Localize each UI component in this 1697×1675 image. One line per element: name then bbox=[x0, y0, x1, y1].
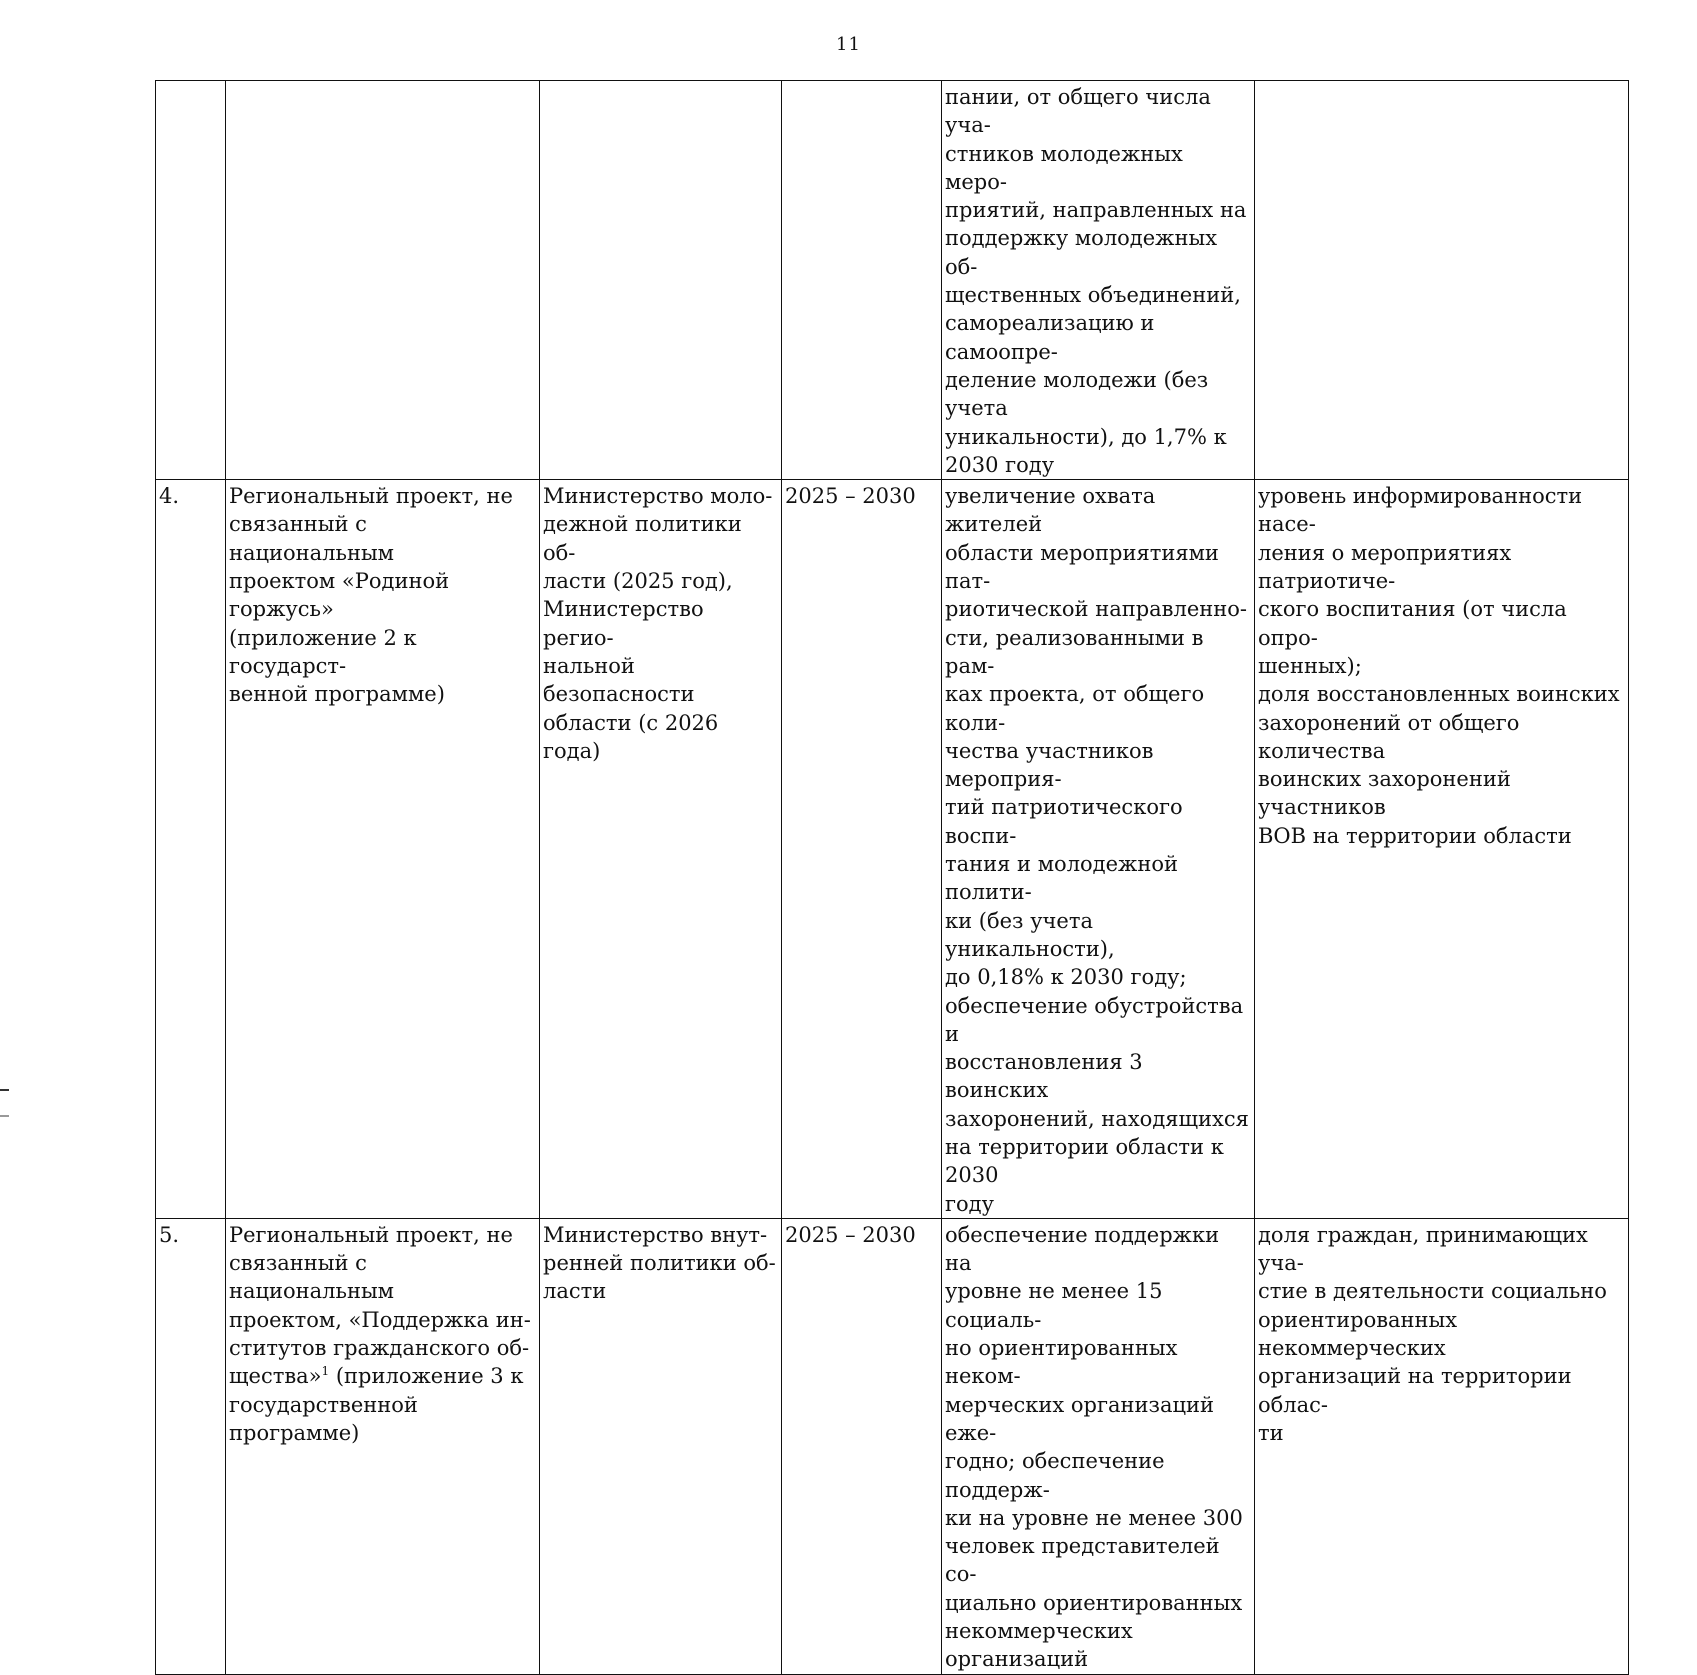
margin-mark bbox=[0, 1089, 9, 1091]
implementation-period: 2025 – 2030 bbox=[785, 1222, 916, 1247]
table-row bbox=[156, 1218, 1629, 1674]
project-cell bbox=[226, 81, 540, 480]
expected-result: увеличение охвата жителей области мероприятиями пат- риотической направленно- сти, реализованными в рам- ках проекта, от общего коли- чества участников мероприя- тий патриотического воспи- тания и молодежной полити- ки (без учета уникальности), до 0,18% к 2030 году; обеспечение обустройства и восстановления 3 воинских захоронений, находящихся на территории области к 2030 году bbox=[945, 484, 1249, 1216]
implementation-period: 2025 – 2030 bbox=[785, 484, 916, 509]
project-cell bbox=[226, 480, 540, 1219]
responsible-body: Министерство внут- ренней политики об- ласти bbox=[543, 1222, 776, 1304]
row-number: 4. bbox=[159, 484, 180, 509]
responsible-cell bbox=[540, 480, 782, 1219]
projects-table bbox=[155, 80, 1629, 1675]
project-name-tail: (приложение 3 к государственной программе) bbox=[229, 1364, 524, 1445]
table-row bbox=[156, 81, 1629, 480]
responsible-cell bbox=[540, 1218, 782, 1674]
result-cell bbox=[942, 1218, 1255, 1674]
expected-result: обеспечение поддержки на уровне не менее 15 социаль- но ориентированных неком- мерческих организаций еже- годно; обеспечение поддерж- ки на уровне не менее 300 человек представителей со- циально ориентированных некоммерческих организаций bbox=[945, 1222, 1243, 1672]
indicator-cell bbox=[1255, 480, 1629, 1219]
indicator-cell bbox=[1255, 81, 1629, 480]
period-cell bbox=[782, 1218, 942, 1674]
result-cell bbox=[942, 480, 1255, 1219]
responsible-cell bbox=[540, 81, 782, 480]
project-name-main: Региональный проект, не связанный с национальным проектом, «Поддержка ин- ститутов гражданского об- щества» bbox=[229, 1222, 531, 1389]
period-cell bbox=[782, 480, 942, 1219]
period-cell bbox=[782, 81, 942, 480]
margin-mark bbox=[0, 1115, 9, 1117]
indicator: доля граждан, принимающих уча- стие в деятельности социально ориентированных некоммерческих организаций на территории облас- ти bbox=[1258, 1222, 1607, 1445]
indicator-cell bbox=[1255, 1218, 1629, 1674]
footnote-marker: 1 bbox=[321, 1364, 330, 1379]
responsible-body: Министерство моло- дежной политики об- ласти (2025 год), Министерство регио- нальной безопасности области (с 2026 года) bbox=[543, 484, 773, 763]
row-number-cell bbox=[156, 1218, 226, 1674]
project-name bbox=[229, 1221, 536, 1447]
result-cell bbox=[942, 81, 1255, 480]
indicator: уровень информированности насе- ления о мероприятиях патриотиче- ского воспитания (от числа опро- шенных); доля восстановленных воинских захоронений от общего количества воинских захоронений участников ВОВ на территории области bbox=[1258, 484, 1620, 848]
project-cell bbox=[226, 1218, 540, 1674]
row-number: 5. bbox=[159, 1222, 180, 1247]
page-number: 11 bbox=[836, 34, 861, 55]
table-row bbox=[156, 480, 1629, 1219]
project-name: Региональный проект, не связанный с национальным проектом «Родиной горжусь» (приложение 2 к государст- венной программе) bbox=[229, 484, 513, 707]
expected-result: пании, от общего числа уча- стников молодежных меро- приятий, направленных на поддержку молодежных об- щественных объединений, самореализацию и самоопре- деление молодежи (без учета уникальности), до 1,7% к 2030 году bbox=[945, 85, 1247, 477]
row-number-cell bbox=[156, 480, 226, 1219]
row-number-cell bbox=[156, 81, 226, 480]
